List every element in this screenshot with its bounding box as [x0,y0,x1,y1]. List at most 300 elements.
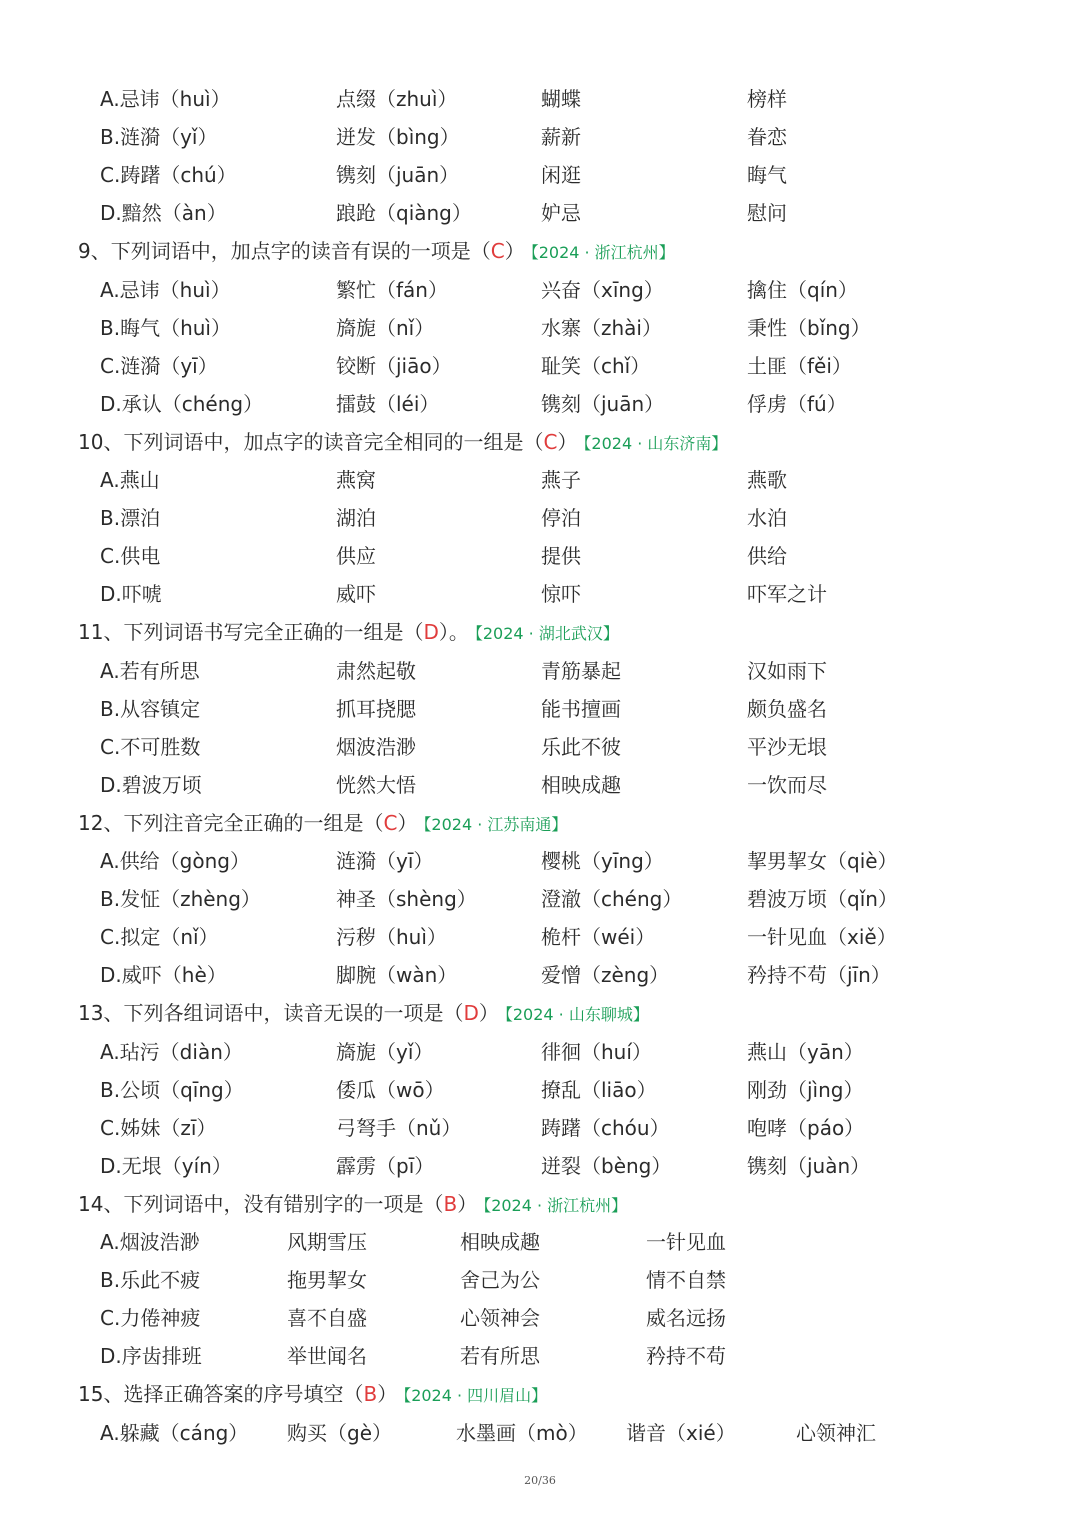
option-text: 土匪（fěi） [747,354,852,378]
option-row [0,1301,1080,1335]
option-row [0,273,1080,307]
option-text: 擂鼓（léi） [336,392,440,416]
option-item [747,387,847,421]
option-item [336,501,376,535]
option-text: 晦气（huì） [120,316,231,340]
option-item [541,730,621,764]
option-item [541,539,581,573]
option-text: 不可胜数 [120,735,201,759]
option-item [747,539,787,573]
option-item [100,1301,200,1335]
option-text: 烟波浩渺 [336,735,416,759]
option-item [747,920,897,954]
option-row [0,539,1080,573]
option-text: 矜持不苟（jīn） [747,963,891,987]
option-text: 霹雳（pī） [336,1154,435,1178]
option-text: 脚腕（wàn） [336,963,458,987]
option-item [100,920,219,954]
option-text: 迸裂（bèng） [541,1154,672,1178]
option-text: 燕窝 [336,468,376,492]
option-text: 桅杆（wéi） [541,925,656,949]
option-row [0,120,1080,154]
option-item [336,120,460,154]
option-text: 慰问 [747,201,787,225]
option-item [541,463,581,497]
option-text: 铰断（jiāo） [336,354,452,378]
option-letter: D. [100,963,122,987]
source-tag: 【2024 · 山东聊城】 [504,1005,649,1024]
option-letter: A. [100,1230,120,1254]
question-close: ） [457,1192,478,1216]
option-row [0,501,1080,535]
option-row [0,158,1080,192]
option-row [0,958,1080,992]
option-text: 风期雪压 [287,1230,367,1254]
option-item [100,1073,244,1107]
option-item [747,1073,863,1107]
option-item [541,1149,671,1183]
option-item [336,882,477,916]
source-tag: 【2024 · 浙江杭州】 [530,243,675,262]
option-item [541,120,581,154]
option-letter: D. [100,773,122,797]
option-row [0,577,1080,611]
option-text: 镌刻（juàn） [747,1154,871,1178]
option-item [336,920,447,954]
option-letter: C. [100,163,121,187]
option-letter: B. [100,125,121,149]
option-text: 旖旎（yǐ） [336,1040,434,1064]
option-item [100,1339,202,1373]
question-stem [78,234,675,268]
option-item [747,196,787,230]
option-letter: A. [100,1421,120,1445]
option-text: 序齿排班 [121,1344,202,1368]
option-letter: B. [100,887,121,911]
option-text: 兴奋（xīng） [541,278,664,302]
option-row [0,1149,1080,1183]
source-tag: 【2024 · 江苏南通】 [423,815,568,834]
option-item [646,1263,726,1297]
option-item [336,463,376,497]
option-item [747,882,898,916]
option-item [747,158,787,192]
option-row [0,654,1080,688]
option-letter: D. [100,582,122,606]
option-text: 繁忙（fán） [336,278,448,302]
option-item [100,311,231,345]
option-letter: A. [100,849,120,873]
option-text: 躲藏（cáng） [119,1421,249,1445]
option-item [100,882,261,916]
option-item [336,1035,433,1069]
option-text: 镌刻（juān） [336,163,460,187]
option-letter: B. [100,697,121,721]
option-item [100,349,218,383]
option-text: 玷污（diàn） [119,1040,243,1064]
option-letter: C. [100,1306,121,1330]
option-item [747,463,787,497]
option-text: 购买（gè） [287,1421,392,1445]
option-text: 爱憎（zèng） [541,963,670,987]
option-item [460,1225,540,1259]
option-letter: B. [100,1078,121,1102]
option-item [541,501,581,535]
option-text: 旖旎（nǐ） [336,316,435,340]
option-letter: C. [100,925,121,949]
option-letter: C. [100,1116,121,1140]
option-item [541,1111,670,1145]
option-item [336,768,416,802]
option-text: 烟波浩渺 [119,1230,200,1254]
answer-letter: D [463,1001,479,1025]
option-row [0,463,1080,497]
question-stem [78,806,567,840]
question-text: 14、下列词语中，没有错别字的一项是（ [78,1192,444,1216]
option-item [100,768,202,802]
option-text: 威吓 [336,582,376,606]
option-item [336,958,457,992]
option-item [100,844,250,878]
option-text: 燕歌 [747,468,787,492]
question-text: 10、下列词语中，加点字的读音完全相同的一组是（ [78,430,544,454]
option-item [100,196,227,230]
page-number: 20/36 [524,1474,556,1487]
option-text: 发怔（zhèng） [120,887,261,911]
option-item [100,1035,243,1069]
question-stem [78,615,619,649]
option-text: 停泊 [541,506,581,530]
option-text: 秉性（bǐng） [747,316,871,340]
option-text: 吓唬 [121,582,162,606]
option-item [100,1416,248,1450]
option-row [0,920,1080,954]
option-row [0,1073,1080,1107]
option-text: 威吓（hè） [121,963,227,987]
option-item [747,654,827,688]
option-item [541,387,664,421]
option-letter: A. [100,1040,120,1064]
option-item [100,120,217,154]
option-text: 漂泊 [120,506,161,530]
option-item [541,196,581,230]
option-letter: B. [100,506,121,530]
option-item [336,273,448,307]
option-text: 蝴蝶 [541,87,581,111]
option-text: 心领神会 [460,1306,540,1330]
option-text: 忌讳（huì） [119,87,231,111]
option-letter: C. [100,354,121,378]
option-text: 心领神汇 [796,1421,876,1445]
option-text: 一饮而尽 [747,773,827,797]
option-text: 挈男挈女（qiè） [747,849,898,873]
option-item [646,1301,726,1335]
option-letter: A. [100,278,120,302]
option-text: 擒住（qín） [747,278,858,302]
option-text: 撩乱（liāo） [541,1078,657,1102]
option-item [541,82,581,116]
option-item [336,730,416,764]
option-letter: B. [100,1268,121,1292]
answer-letter: B [363,1382,378,1406]
option-text: 湖泊 [336,506,376,530]
answer-letter: C [490,239,505,263]
option-item [100,1225,200,1259]
option-item [747,844,898,878]
option-item [100,82,231,116]
option-row [0,768,1080,802]
option-item [287,1301,367,1335]
option-item [336,654,416,688]
question-stem [78,1187,627,1221]
option-text: 吓军之计 [747,582,827,606]
answer-letter: D [423,620,439,644]
option-item [747,120,787,154]
option-item [747,349,852,383]
option-item [336,311,434,345]
option-text: 燕山（yān） [747,1040,864,1064]
option-item [100,1149,232,1183]
option-text: 踌躇（chóu） [541,1116,670,1140]
option-text: 晦气 [747,163,787,187]
option-text: 妒忌 [541,201,581,225]
option-text: 一针见血 [646,1230,726,1254]
option-text: 迸发（bìng） [336,125,460,149]
option-item [541,273,664,307]
option-item [336,692,416,726]
option-item [100,387,263,421]
option-item [336,349,452,383]
option-item [747,577,827,611]
option-text: 从容镇定 [120,697,201,721]
option-text: 若有所思 [119,659,200,683]
option-text: 姊妹（zī） [120,1116,217,1140]
option-item [287,1339,367,1373]
option-text: 碧波万顷 [121,773,202,797]
option-item [646,1225,726,1259]
option-row [0,387,1080,421]
option-item [747,768,827,802]
option-letter: A. [100,468,120,492]
option-row [0,844,1080,878]
option-text: 相映成趣 [460,1230,540,1254]
option-text: 乐此不疲 [120,1268,201,1292]
option-item [336,1073,445,1107]
option-item [646,1339,726,1373]
option-item [100,1263,200,1297]
option-row [0,349,1080,383]
option-letter: D. [100,1154,122,1178]
question-text: 15、选择正确答案的序号填空（ [78,1382,364,1406]
option-item [541,1073,657,1107]
option-text: 能书擅画 [541,697,621,721]
option-item [541,844,664,878]
option-item [287,1416,392,1450]
option-text: 眷恋 [747,125,787,149]
source-tag: 【2024 · 浙江杭州】 [483,1196,628,1215]
option-text: 镌刻（juān） [541,392,665,416]
option-text: 神圣（shèng） [336,887,477,911]
option-item [541,158,581,192]
option-text: 力倦神疲 [120,1306,201,1330]
option-text: 涟漪（yǐ） [120,125,218,149]
option-text: 矜持不苟 [646,1344,726,1368]
option-text: 刚劲（jìng） [747,1078,864,1102]
question-close: ） [557,430,578,454]
option-letter: D. [100,392,122,416]
option-item [541,882,682,916]
option-text: 燕子 [541,468,581,492]
option-text: 咆哮（páo） [747,1116,865,1140]
question-text: 9、下列词语中，加点字的读音有误的一项是（ [78,239,491,263]
option-text: 拖男挈女 [287,1268,367,1292]
option-item [460,1301,540,1335]
question-stem [78,996,649,1030]
option-text: 榜样 [747,87,787,111]
option-text: 供给 [747,544,787,568]
option-text: 踌躇（chú） [120,163,237,187]
option-text: 平沙无垠 [747,735,827,759]
option-row [0,1339,1080,1373]
option-text: 肃然起敬 [336,659,416,683]
option-text: 黯然（àn） [121,201,227,225]
option-text: 谐音（xié） [626,1421,736,1445]
option-letter: D. [100,1344,122,1368]
option-text: 俘虏（fú） [747,392,847,416]
option-text: 闲逛 [541,163,581,187]
question-close: ） [478,1001,499,1025]
option-text: 供给（gòng） [119,849,250,873]
option-item [541,958,669,992]
option-item [100,577,162,611]
option-item [100,654,200,688]
option-item [336,1111,461,1145]
option-row [0,1111,1080,1145]
option-item [541,349,650,383]
option-item [747,1149,870,1183]
option-item [100,1111,216,1145]
option-letter: D. [100,201,122,225]
option-row [0,1035,1080,1069]
option-letter: A. [100,659,120,683]
option-text: 提供 [541,544,581,568]
option-text: 踉跄（qiàng） [336,201,472,225]
question-close: ） [377,1382,398,1406]
option-text: 相映成趣 [541,773,621,797]
option-item [747,958,891,992]
option-item [336,1149,434,1183]
option-item [336,82,457,116]
option-text: 若有所思 [460,1344,540,1368]
option-item [747,1111,864,1145]
option-text: 举世闻名 [287,1344,367,1368]
option-item [747,273,858,307]
option-item [100,501,160,535]
option-item [287,1263,367,1297]
option-text: 倭瓜（wō） [336,1078,445,1102]
option-letter: C. [100,544,121,568]
option-item [541,654,621,688]
option-text: 舍己为公 [460,1268,540,1292]
option-item [541,920,655,954]
source-tag: 【2024 · 山东济南】 [583,434,728,453]
option-item [747,1035,864,1069]
option-text: 惊吓 [541,582,581,606]
option-row [0,692,1080,726]
option-item [460,1339,540,1373]
option-item [747,501,787,535]
source-tag: 【2024 · 四川眉山】 [403,1386,548,1405]
option-text: 汉如雨下 [747,659,827,683]
option-item [541,577,581,611]
option-item [747,82,787,116]
option-item [336,158,459,192]
option-text: 薪新 [541,125,581,149]
option-text: 抓耳挠腮 [336,697,416,721]
question-close: ）。 [438,620,469,644]
option-text: 弓弩手（nǔ） [336,1116,462,1140]
option-row [0,730,1080,764]
option-text: 澄澈（chéng） [541,887,683,911]
option-item [336,387,439,421]
source-tag: 【2024 · 湖北武汉】 [474,624,619,643]
option-text: 徘徊（huí） [541,1040,652,1064]
option-item [541,692,621,726]
option-item [100,273,231,307]
option-item [100,730,200,764]
question-stem [78,1377,547,1411]
option-item [336,577,376,611]
option-text: 涟漪（yī） [120,354,218,378]
option-row [0,1263,1080,1297]
option-item [747,692,827,726]
option-item [541,311,662,345]
option-row [0,196,1080,230]
option-text: 乐此不彼 [541,735,621,759]
option-text: 颇负盛名 [747,697,827,721]
option-item [460,1263,540,1297]
option-text: 忌讳（huì） [119,278,231,302]
option-item [100,539,160,573]
answer-letter: C [383,811,398,835]
option-text: 供电 [120,544,161,568]
option-text: 供应 [336,544,376,568]
option-text: 威名远扬 [646,1306,726,1330]
option-text: 樱桃（yīng） [541,849,664,873]
option-item [336,539,376,573]
option-text: 耻笑（chǐ） [541,354,651,378]
option-item [747,311,871,345]
option-item [796,1416,876,1450]
option-item [336,844,433,878]
option-text: 情不自禁 [646,1268,726,1292]
answer-letter: C [543,430,558,454]
option-text: 公顷（qīng） [120,1078,244,1102]
option-item [626,1416,736,1450]
option-text: 污秽（huì） [336,925,447,949]
option-item [100,158,237,192]
option-text: 水寨（zhài） [541,316,662,340]
option-letter: B. [100,316,121,340]
option-item [336,196,472,230]
option-text: 承认（chéng） [121,392,264,416]
option-text: 喜不自盛 [287,1306,367,1330]
question-close: ） [504,239,525,263]
option-row [0,1225,1080,1259]
option-row [0,82,1080,116]
option-text: 恍然大悟 [336,773,416,797]
option-text: 燕山 [119,468,160,492]
